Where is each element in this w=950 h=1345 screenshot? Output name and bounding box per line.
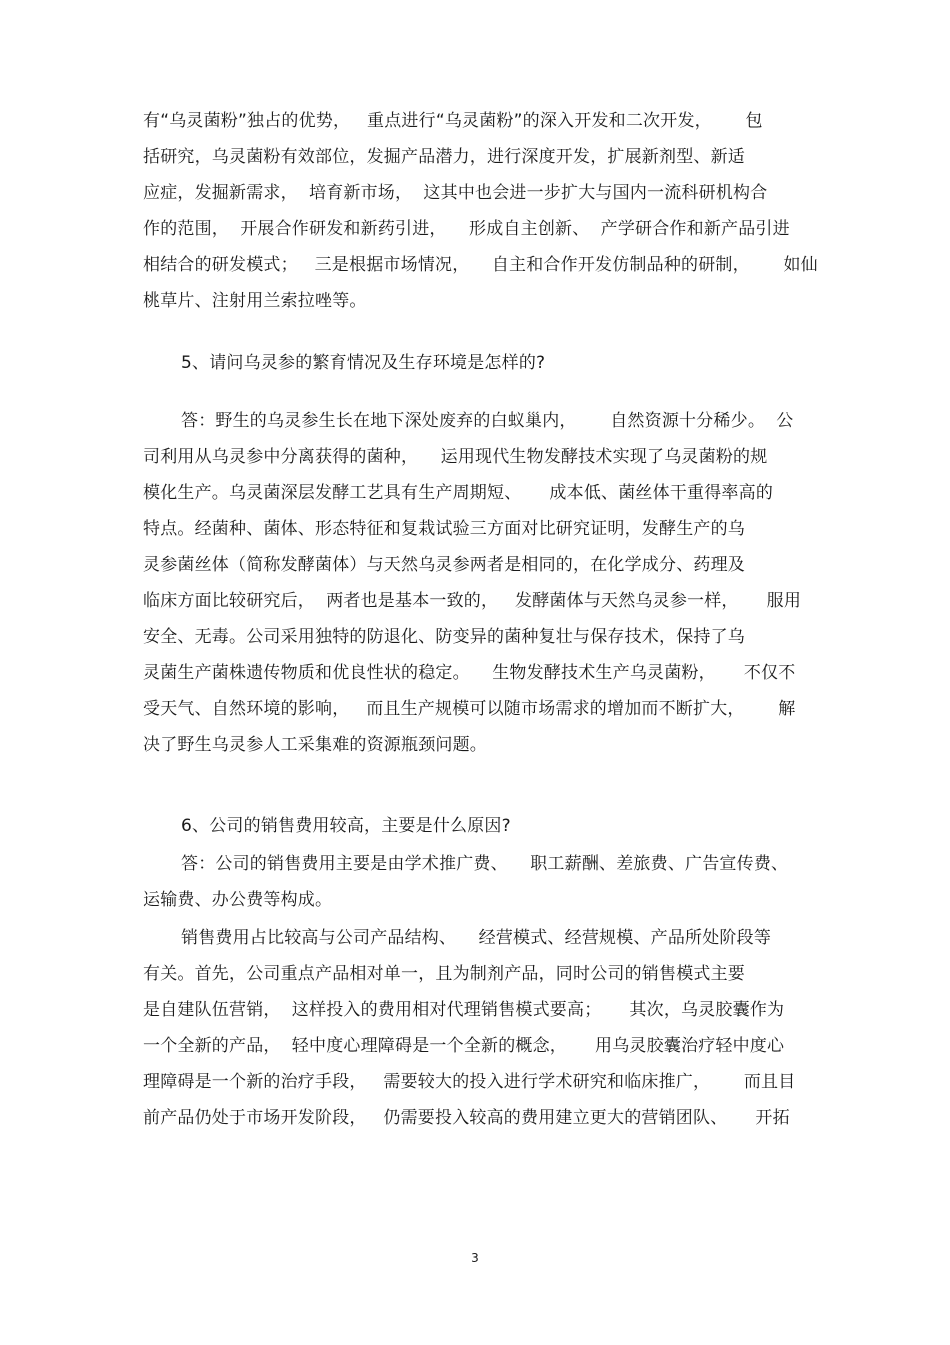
text-line-q6-1: 6、公司的销售费用较高，主要是什么原因? xyxy=(181,816,511,836)
text-line-a5-7: 安全、无毒。公司采用独特的防退化、防变异的菌种复壮与保存技术，保持了乌 xyxy=(143,627,745,647)
text-line-p1-1: 有“乌灵菌粉”独占的优势， 重点进行“乌灵菌粉”的深入开发和二次开发， 包 xyxy=(143,111,763,131)
text-line-a5-3: 模化生产。乌灵菌深层发酵工艺具有生产周期短、 成本低、菌丝体干重得率高的 xyxy=(143,483,774,503)
text-line-a5-6: 临床方面比较研究后， 两者也是基本一致的， 发酵菌体与天然乌灵参一样， 服用 xyxy=(143,591,802,611)
page-number: 3 xyxy=(471,1251,479,1265)
text-line-q5-1: 5、请问乌灵参的繁育情况及生存环境是怎样的? xyxy=(181,353,546,373)
text-line-a5-5: 灵参菌丝体（简称发酵菌体）与天然乌灵参两者是相同的，在化学成分、药理及 xyxy=(143,555,745,575)
text-line-a5-1: 答：野生的乌灵参生长在地下深处废弃的白蚁巢内， 自然资源十分稀少。 公 xyxy=(181,411,794,431)
text-line-p1-6: 桃草片、注射用兰索拉唑等。 xyxy=(143,291,367,311)
text-line-a5-2: 司利用从乌灵参中分离获得的菌种， 运用现代生物发酵技术实现了乌灵菌粉的规 xyxy=(143,447,768,467)
text-line-p1-3: 应症，发掘新需求， 培育新市场， 这其中也会进一步扩大与国内一流科研机构合 xyxy=(143,183,768,203)
text-line-a5-9: 受天气、自然环境的影响， 而且生产规模可以随市场需求的增加而不断扩大， 解 xyxy=(143,699,796,719)
text-line-p1-4: 作的范围， 开展合作研发和新药引进， 形成自主创新、 产学研合作和新产品引进 xyxy=(143,219,790,239)
text-line-p6-1: 销售费用占比较高与公司产品结构、 经营模式、经营规模、产品所处阶段等 xyxy=(181,928,772,948)
text-line-a5-10: 决了野生乌灵参人工采集难的资源瓶颈问题。 xyxy=(143,735,487,755)
text-line-a5-8: 灵菌生产菌株遗传物质和优良性状的稳定。 生物发酵技术生产乌灵菌粉， 不仅不 xyxy=(143,663,796,683)
text-line-p6-4: 一个全新的产品， 轻中度心理障碍是一个全新的概念， 用乌灵胶囊治疗轻中度心 xyxy=(143,1036,785,1056)
text-line-p1-5: 相结合的研发模式； 三是根据市场情况， 自主和合作开发仿制品种的研制， 如仙 xyxy=(143,255,818,275)
text-line-a6-1: 答：公司的销售费用主要是由学术推广费、 职工薪酬、差旅费、广告宣传费、 xyxy=(181,854,789,874)
text-line-p6-2: 有关。首先，公司重点产品相对单一，且为制剂产品，同时公司的销售模式主要 xyxy=(143,964,745,984)
text-line-a6-2: 运输费、办公费等构成。 xyxy=(143,890,333,910)
text-line-p6-5: 理障碍是一个新的治疗手段， 需要较大的投入进行学术研究和临床推广， 而且目 xyxy=(143,1072,796,1092)
text-line-p6-3: 是自建队伍营销， 这样投入的费用相对代理销售模式要高； 其次，乌灵胶囊作为 xyxy=(143,1000,785,1020)
text-line-p6-6: 前产品仍处于市场开发阶段， 仍需要投入较高的费用建立更大的营销团队、 开拓 xyxy=(143,1108,790,1128)
text-line-a5-4: 特点。经菌种、菌体、形态特征和复栽试验三方面对比研究证明，发酵生产的乌 xyxy=(143,519,745,539)
text-line-p1-2: 括研究，乌灵菌粉有效部位，发掘产品潜力，进行深度开发，扩展新剂型、新适 xyxy=(143,147,745,167)
